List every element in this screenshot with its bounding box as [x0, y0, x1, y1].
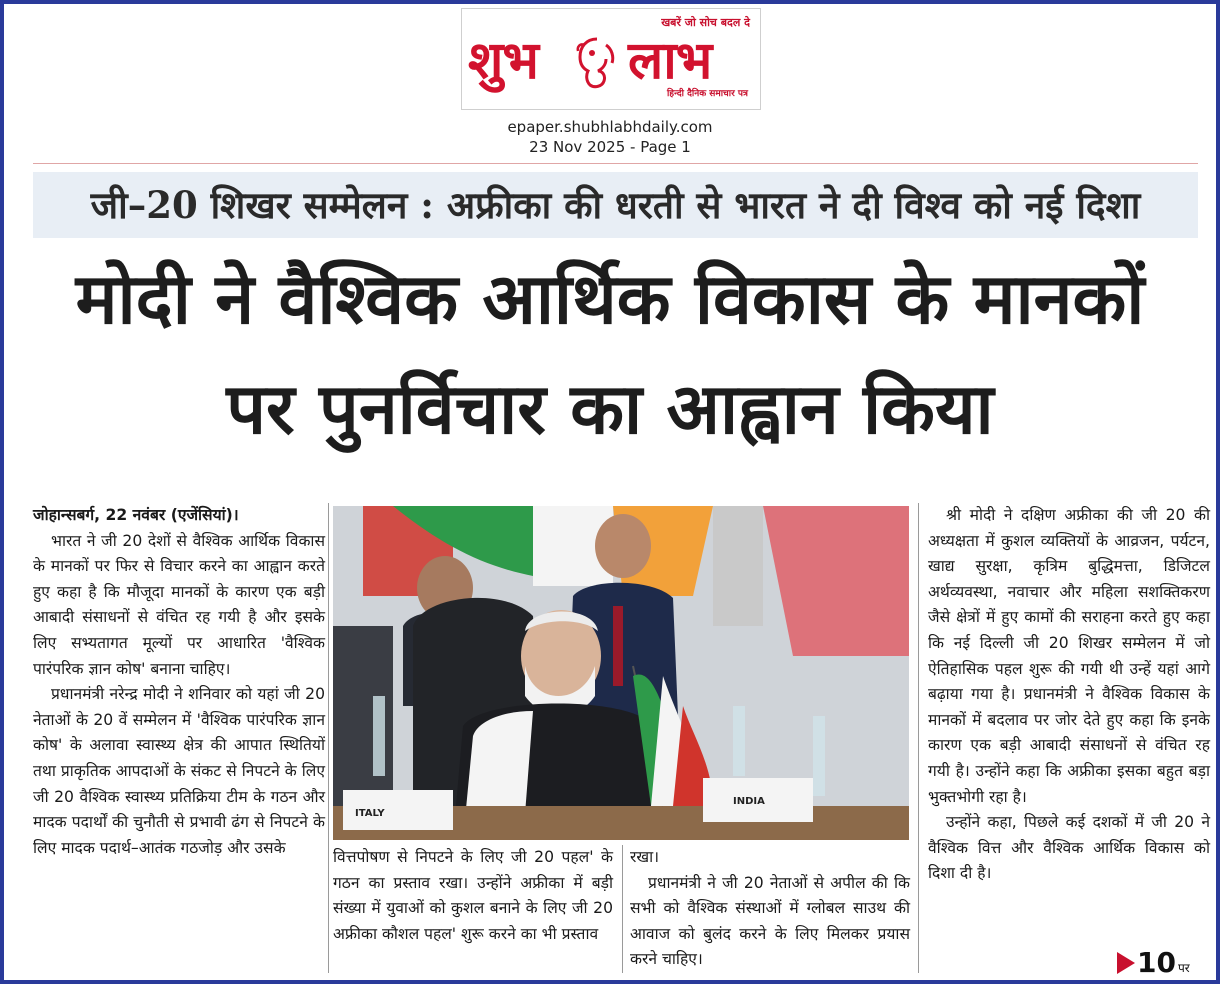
placard-italy-label: ITALY — [355, 808, 385, 819]
headline-line-1: मोदी ने वैश्विक आर्थिक विकास के मानकों — [75, 257, 1145, 340]
headline-line-2: पर पुनर्विचार का आह्वान किया — [226, 367, 994, 450]
column-2b-paragraph-2: प्रधानमंत्री ने जी 20 नेताओं से अपील की कि सभी को वैश्विक संस्थाओं में ग्लोबल साउथ की आवाज को बुलंद करने के लिए मिलकर प्रयास करने चाहिए। — [630, 873, 910, 969]
placard-india-label: INDIA — [733, 796, 765, 807]
column-1-paragraph-1: भारत ने जी 20 देशों से वैश्विक आर्थिक विकास के मानकों पर फिर से विचार करने का आह्वान करते हुए कहा है कि मौजूदा मानकों के कारण एक बड़ी आबादी संसाधनों से वंचित रह गयी है और इसके लिए सभ्यतागत मूल्यों पर आधारित 'वैश्विक पारंपरिक ज्ञान कोष' बनाना चाहिए। — [33, 531, 325, 678]
masthead-logo[interactable] — [461, 8, 761, 110]
article-column-1 — [33, 503, 325, 861]
continued-page-number: 10 — [1137, 946, 1176, 979]
column-divider — [328, 503, 329, 973]
main-headline — [20, 244, 1200, 464]
continued-on-page[interactable] — [1117, 948, 1190, 978]
article-column-2b — [630, 845, 910, 973]
column-3-paragraph-1: श्री मोदी ने दक्षिण अफ्रीका की जी 20 की अध्यक्षता में कुशल व्यक्तियों के आव्रजन, पर्यटन, खाद्य सुरक्षा, कृत्रिम बुद्धिमत्ता, डिजिटल अर्थव्यवस्था, नवाचार और महिला सशक्तिकरण जैसे क्षेत्रों में हुए कामों की सराहना करते हुए कहा कि नई दिल्ली जी 20 शिखर सम्मेलन में जो ऐतिहासिक पहल शुरू की गयी थी उन्हें यहां आगे बढ़ाया गया है। प्रधानमंत्री ने वैश्विक विकास के मानकों में बदलाव पर जोर देते हुए कहा कि इनके कारण एक बड़ी आबादी संसाधनों से वंचित रह गयी है। उन्होंने कहा कि अफ्रीका इसका बहुत बड़ा भुक्तभोगी रहा है। — [928, 506, 1210, 806]
masthead-subtag: हिन्दी दैनिक समाचार पत्र — [666, 89, 748, 99]
column-divider — [918, 503, 919, 973]
ganesha-icon — [572, 35, 622, 89]
play-arrow-icon — [1117, 952, 1135, 974]
article-column-2a — [333, 845, 613, 947]
logo-word-shubh: शुभ — [468, 31, 538, 91]
page-date: 23 Nov 2025 - Page 1 — [529, 138, 691, 156]
dateline: जोहान्सबर्ग, 22 नवंबर (एजेंसियां)। — [33, 506, 239, 524]
kicker-headline: जी–20 शिखर सम्मेलन : अफ्रीका की धरती से भारत ने दी विश्व को नई दिशा — [33, 172, 1198, 238]
summit-photo-illustration — [333, 506, 909, 840]
column-3-paragraph-2: उन्होंने कहा, पिछले कई दशकों में जी 20 ने वैश्विक वित्त और वैश्विक आर्थिक विकास को दिशा दी है। — [928, 813, 1210, 883]
logo-word-labh: लाभ — [628, 31, 712, 91]
news-photo[interactable] — [333, 506, 909, 840]
column-1-paragraph-2: प्रधानमंत्री नरेन्द्र मोदी ने शनिवार को यहां जी 20 नेताओं के 20 वें सम्मेलन में 'वैश्विक पारंपरिक ज्ञान कोष' के अलावा स्वास्थ्य क्षेत्र की आपात स्थितियों तथा प्राकृतिक आपदाओं के संकट से निपटने के लिए जी 20 वैश्विक स्वास्थ्य प्रतिक्रिया टीम के गठन और मादक पदार्थों की चुनौती से प्रभावी ढंग से निपटने के लिए मादक पदार्थ–आतंक गठजोड़ और उसके — [33, 685, 325, 857]
masthead-tagline: खबरें जो सोच बदल दे — [661, 16, 750, 29]
column-2a-paragraph: वित्तपोषण से निपटने के लिए जी 20 पहल' के गठन का प्रस्ताव रखा। उन्होंने अफ्रीका में बड़ी संख्या में युवाओं को कुशल बनाने के लिए जी 20 अफ्रीका कौशल पहल' शुरू करने का भी प्रस्ताव — [333, 848, 613, 943]
column-2b-paragraph-1: रखा। — [630, 848, 660, 866]
header-divider — [33, 163, 1198, 164]
article-column-3 — [928, 503, 1210, 887]
column-divider — [622, 845, 623, 973]
continued-suffix: पर — [1177, 960, 1190, 975]
site-url[interactable]: epaper.shubhlabhdaily.com — [507, 118, 713, 136]
